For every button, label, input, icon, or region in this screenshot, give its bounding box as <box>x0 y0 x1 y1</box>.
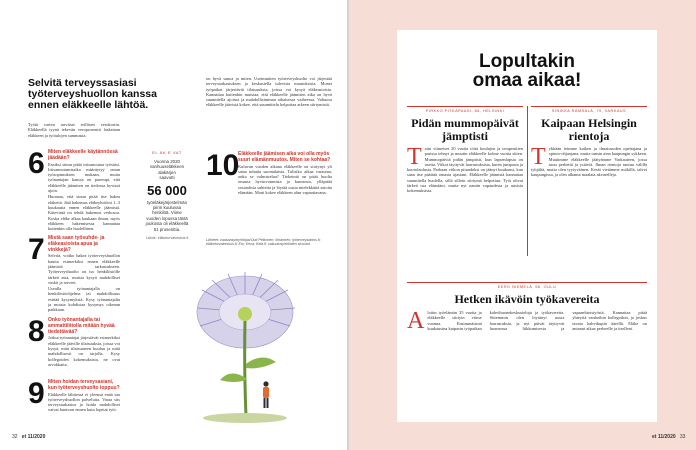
question-heading: Onko työnantajalla tai ammattiliitolla mitään hyvää tiedettävää? <box>48 317 115 335</box>
stat-text: henkilöä. Viime <box>152 210 182 216</box>
story-body <box>531 146 647 178</box>
question-body: Ensiksi sinun pitää irtisanoutua työstäsi. Irtisanoutumisaika määräytyy oman työsopimuksen mukaan, mutta työnantajan kanssa on parempi, että eläkkeelle jäämisen on tiedossa hyvissä ajoin. <box>48 161 120 194</box>
leaf-left <box>220 373 246 382</box>
story-kicker: PIRKKO PITKÄPAASI, 66, HELSINKI <box>425 109 505 113</box>
card-title <box>397 52 657 90</box>
stat-text: piirin kuuluvaa <box>152 205 182 211</box>
stat-text: työeläkejärjestelmän <box>146 199 188 205</box>
person-figure <box>263 381 269 408</box>
story-kicker: EERO NIEMELÄ, 66, OULU <box>497 285 557 289</box>
card-title-line: Lopultakin <box>478 51 576 72</box>
story-heading-line: Kaipaan Helsingin <box>541 116 637 130</box>
stat-box <box>136 150 198 240</box>
leaf-right <box>246 357 276 368</box>
question-number: 8 <box>28 315 45 348</box>
question-7 <box>28 233 120 313</box>
magazine-issue: et 11/2020 <box>652 434 676 440</box>
intro-paragraph: Työtä varten tarvitset erillisen verokortin. Eläkkeellä tyynä tekevän veroprosentti lasketaan eläkkeen ja työtulojen summasta. <box>28 122 120 138</box>
stat-text: alakärjen <box>158 169 176 175</box>
left-headline: Selvitä terveyssasiasi työterveyshuollon kanssa ennen eläkkeelle lähtöä. <box>28 77 157 111</box>
stat-text: joukosta oli eläkkeellä <box>145 221 189 227</box>
question-body: Jotkut työnantajat järjestävät esimerkiksi eläkkeelle jääville tilaisuuksia, joissa voi kysyä, mitä tilaisuuteen kuuluu ja mitä mahdollisesti on tarjolla. Kysy kollegoiden kokemuksista, ne ovat arvokkaita. <box>48 335 120 367</box>
story-text: aini viimeiset 20 vuotta töitä koulujen ja terapeuttien parissa tehnyt ja muutin eläkkeelle kolme vuotta sitten. Mummopäiviä pidän jämptisti, kun lapsenlapsia on useita. Viikot täyttyvät harrastuksista, kuten jumpasta ja kuorolaulusta. Parhaan viikon pituudeksi on jäänyt kuukausi, kun saan itse päättää omasta ajastani. Eläkkeelle jäämistä kannattaa suunnitella huolella, sillä silloin siirtymä helpottuu. Työt olivat tärkeä osa elämääni, mutta nyt nautin vapaudesta ja uusista kokemuksista. <box>407 146 523 194</box>
question-heading: Eläkkeelle jäämisen aika voi olla myös suuri elämänmuutos. Miten se kohtaa? <box>238 151 331 163</box>
question-body: Selvitä, voitko hakea työterveyshuollon kautta esimerkiksi ennen eläkkeelle jäämistä tarkastukseen. Työterveyshuolto on iso henkilöstölle tärkeä asia, muista kysyä mahdolliset vinkit ja toiveet. <box>48 253 120 285</box>
question-10 <box>206 149 332 196</box>
question-body: Usealla työnantajalla on henkilöstöohjelma tai mahdollisuus esittää kysymyksiä. Kysy työnantajalta ja muista kohdistaa kysymys oikeaan paikkaan. <box>48 286 120 313</box>
story-heading-line: rientoja <box>568 128 610 143</box>
story-kicker: SINIKKA RÄMSÄLÄ, 79, VARKAUS <box>551 109 627 113</box>
page-number: 33 <box>679 434 686 440</box>
page-number: 32 <box>12 434 18 440</box>
drop-cap: A <box>407 308 425 334</box>
story-body <box>407 308 647 334</box>
question-number: 9 <box>28 377 45 410</box>
question-heading: Miten hoidan terveysasiani, kun työterveyshuolto loppuu? <box>48 379 120 391</box>
column-three-text: on hyvä sanoa ja miten. Useimmiten työterveyshuolto voi järjestää terveystarkastuksen ja keskustella tulevista muutoksista. Monet työpaikat järjestävät tilaisuuksia, joissa voi kysyä eläkeasioista. Kannattaa kuitenkin muistaa, että eläkkeelle jäämisen aika on hyvä suunnitella ajoissa ja mahdollisimman aikaisessa vaiheessa. Valtaosa eläkkeelle jäävistä kokee, että suunnittelu helpottaa arkeen siirtymistä. <box>206 76 332 108</box>
question-6 <box>28 147 120 232</box>
question-number: 10 <box>206 149 240 182</box>
story-heading <box>407 117 523 142</box>
stat-text: saavutti <box>159 175 175 181</box>
magazine-issue: et 11/2020 <box>21 434 46 440</box>
sources-note: Lähteet: vaasansyntyhtiöpa/Outi Pelkonen; Ilmarinen; työterveyslaitos.fi; eläketurvakeskus.fi; Elo; Keva; Kela.fi; vakuutusyhtiöiden sivustot. <box>206 238 321 247</box>
divider <box>407 282 647 283</box>
question-number: 7 <box>28 233 45 266</box>
page-number-right <box>652 434 685 440</box>
story-heading-line: Pidän mummopäivät <box>411 116 519 130</box>
question-8 <box>28 315 120 367</box>
drop-cap: T <box>407 144 422 170</box>
card-title-line: omaa aikaa! <box>472 70 582 91</box>
story-text: loitin työelämän 35 vuotta ja eläkkeelle siirtyin viime vuonna. Ensimmäisinä kuukausina kaipasin työpaikan kahvihuonekeskusteluja ja työkavereita. Sittemmin olen löytänyt uusia harrastuksia, ja nyt päivät täyttyvät luonnossa liikkumisesta ja vapaaehtoistyöstä. Kannattaa pitää yhteyttä vanhoihin kollegoihin, ja joskus tavata kahvikupin äärellä. Eläke on antanut aikaa perheelle ja itselleni. <box>427 310 647 331</box>
stat-source: Lähde: eläketurvakeskus.fi <box>145 236 189 241</box>
question-9 <box>28 377 120 413</box>
flower-stem <box>245 321 246 416</box>
story-heading <box>531 117 647 142</box>
divider <box>531 106 647 107</box>
story-heading: Hetken ikävöin työkavereita <box>454 292 600 306</box>
question-heading: Mistä saan työsuhde- ja eläkeasioista apua ja vinkkejä? <box>48 235 105 253</box>
left-page <box>0 0 347 450</box>
story-body <box>407 146 523 194</box>
question-body: Kuluvan vuoden aikana eläkkeelle on siirtynyt yli sataa tuhatta suomalaista. Tulisiko aikaa varautua, onko se valmistelua? Tärkeintä on pitää huolta omasta hyvinvoinnista ja kunnosta, ylläpitää sosiaalisia suhteita ja löytää uusia mielekkäitä asioita elämään. Moni kokee eläkkeen alun vapauttavana. <box>238 163 332 196</box>
stat-text: vanhuuseläkkeen <box>149 164 185 170</box>
flower-illustration <box>150 268 340 428</box>
drop-cap: T <box>531 144 546 170</box>
stat-text: 51 prosenttia. <box>153 226 181 232</box>
stat-text: Vuonna 2020 <box>154 159 180 164</box>
stat-number: 56 000 <box>147 182 187 198</box>
page-number-left <box>12 434 45 440</box>
story-text: ykkään teimme kaiken ja ilmaisuuden opettajana ja opinto-ohjaajana, mutta tunsin aina kaupungin sykkeen. Muutimme eläkkeelle jäätyämme Varkauteen, jossa asuu perhettä ja ystäviä. Ilman rientoja tuntuu välillä tyhjältä, mutta olen tyytyväinen. Kesät vietämme mökillä, talvet kaupungissa, ja olen alkanut maalata akvarelleja. <box>531 146 647 178</box>
question-body: Eläkkeelle lähtiessä ei yleensä enää saa työterveyshuollon palveluita. Varaa siis terveystarkastus ja hoida mahdolliset vaivat kuntoon ennen kuin lopetat työt. <box>48 391 120 413</box>
question-heading: Miten eläkkeelle käytännössä jäädään? <box>48 149 118 161</box>
column-divider <box>527 106 528 256</box>
stat-label: EL ÄK E VAT <box>152 150 182 155</box>
story-heading-line: jämptisti <box>442 128 488 143</box>
stat-text: vuoden lopussa tästä <box>146 215 188 221</box>
story-card <box>397 30 657 422</box>
question-body: Huomaa, että sinun pitää itse hakea eläkettä. Jätä hakemus eläkeyhtiöösi 1–3 kuukautta ennen eläkkeelle jäämistä. Kätevintä on tehdä hakemus verkossa. Koska eläke alkaa kaukaan ilman, myös eläkkeen hakemisessa kannattaa kuitenkin olla huolellinen. <box>48 194 120 232</box>
question-number: 6 <box>28 147 45 180</box>
divider <box>407 106 523 107</box>
ground <box>203 413 287 423</box>
